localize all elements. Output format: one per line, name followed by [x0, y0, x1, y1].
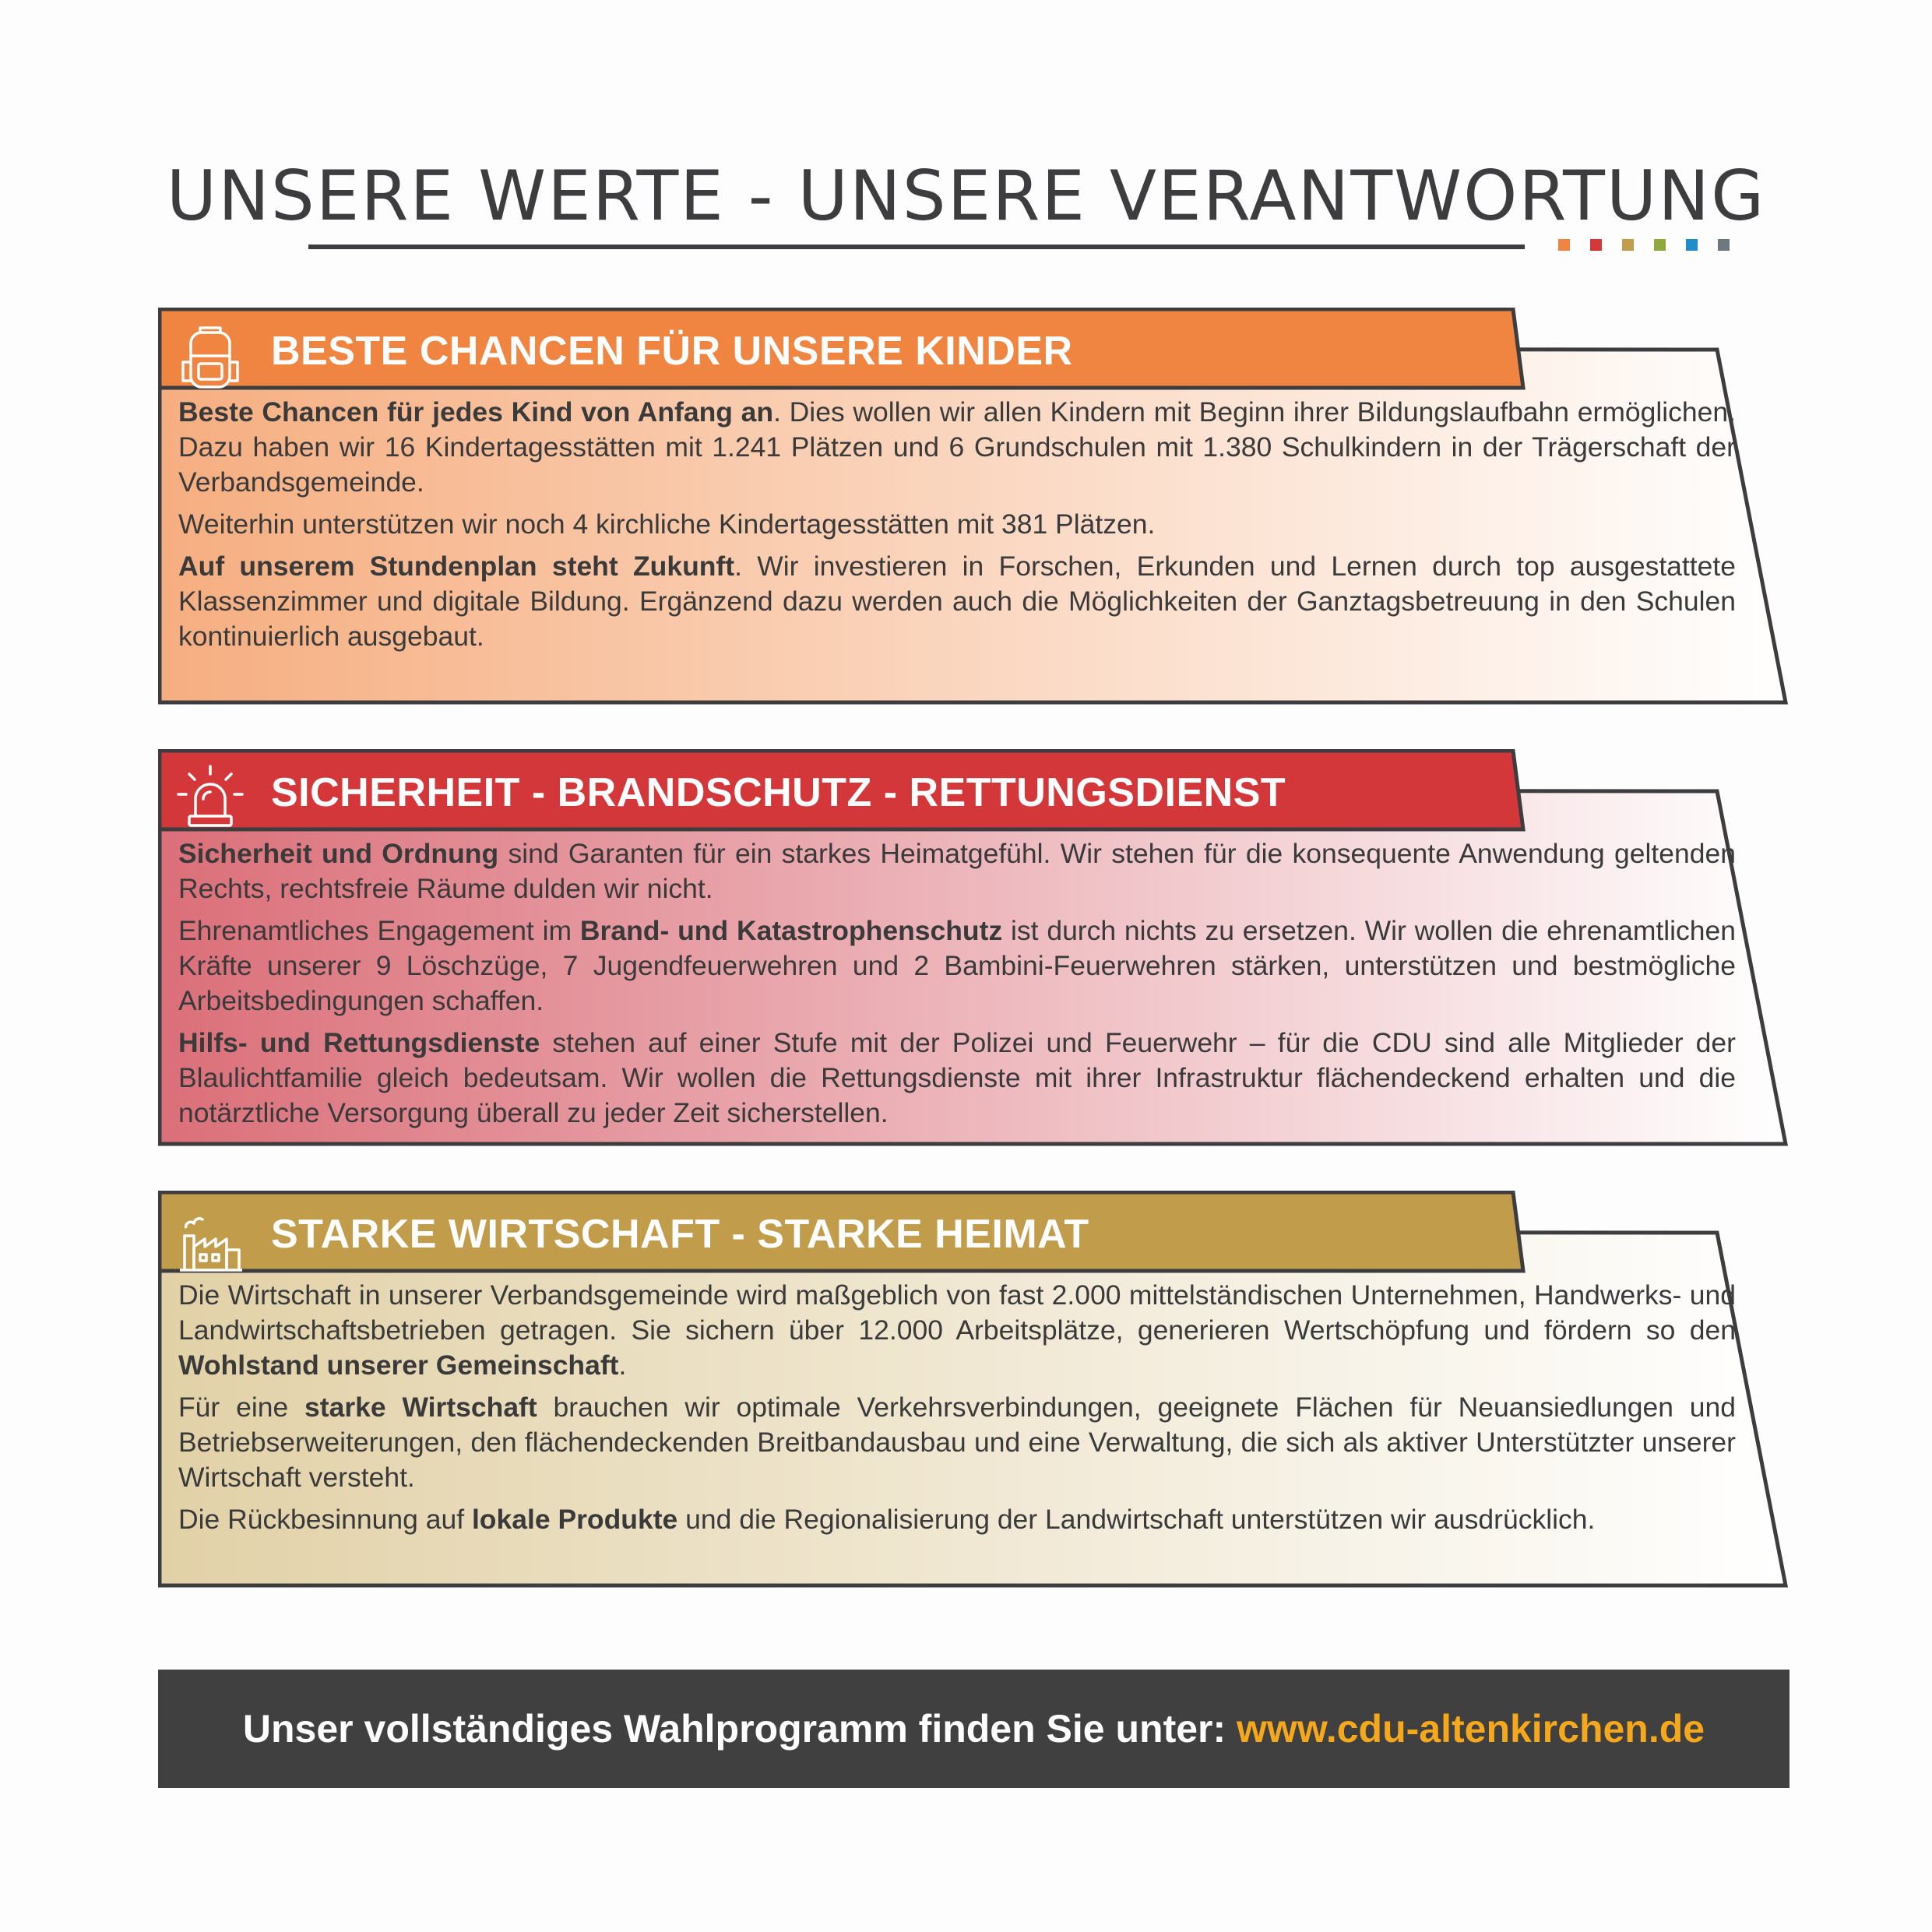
siren-icon [175, 763, 245, 833]
section-heading: BESTE CHANCEN FÜR UNSERE KINDER [271, 329, 1073, 374]
bold-text: Sicherheit und Ordnung [178, 838, 499, 869]
backpack-icon [175, 322, 245, 392]
paragraph [178, 507, 1736, 542]
section-kinder [158, 308, 1789, 705]
title-underline [308, 245, 1525, 249]
bold-text: lokale Produkte [471, 1504, 678, 1535]
color-dot [1590, 239, 1602, 251]
section-body [178, 1278, 1736, 1544]
color-dots [1558, 239, 1730, 251]
color-dot [1686, 239, 1698, 251]
factory-icon [175, 1205, 245, 1275]
paragraph [178, 1390, 1736, 1495]
color-dot [1718, 239, 1730, 251]
footer-banner [158, 1670, 1789, 1788]
color-dot [1622, 239, 1634, 251]
text-run: Die Wirtschaft in unserer Verbandsgemeinde wird maßgeblich von fast 2.000 mittelständischen Unternehmen, Handwerks- und Landwirtschaftsbetrieben getragen. Sie sichern über 12.000 Arbeitsplätze, generieren Wertschöpfung und fördern so den [178, 1279, 1736, 1346]
text-run: Die Rückbesinnung auf [178, 1504, 472, 1535]
footer-label: Unser vollständiges Wahlprogramm finden Sie unter: [242, 1707, 1237, 1751]
section-heading: STARKE WIRTSCHAFT - STARKE HEIMAT [271, 1212, 1089, 1257]
footer-text [243, 1706, 1705, 1751]
section-wirtschaft [158, 1191, 1789, 1588]
text-run: brauchen wir optimale Verkehrsverbindungen, geeignete Flächen für Neuansiedlungen und Betriebserweiterungen, den flächendeckenden Breitbandausbau und eine Verwaltung, die sich als aktiver Unterstützter unserer Wirtschaft versteht. [178, 1392, 1736, 1493]
text-run: . [618, 1350, 627, 1381]
page-title: UNSERE WERTE - UNSERE VERANTWORTUNG [166, 156, 1766, 236]
bold-text: Brand- und Katastrophenschutz [579, 915, 1003, 946]
color-dot [1654, 239, 1666, 251]
bold-text: Hilfs- und Rettungsdienste [178, 1027, 540, 1058]
text-run: stehen auf einer Stufe mit der Polizei und Feuerwehr – für die CDU sind alle Mitglieder der Blaulichtfamilie gleich bedeutsam. Wir wollen die Rettungsdienste mit ihrer Infrastruktur flächendeckend erhalten und die notärztliche Versorgung überall zu jeder Zeit sicherstellen. [178, 1027, 1736, 1128]
section-heading: SICHERHEIT - BRANDSCHUTZ - RETTUNGSDIENST [271, 770, 1286, 815]
text-run: Weiterhin unterstützen wir noch 4 kirchliche Kindertagesstätten mit 381 Plätzen. [178, 509, 1156, 540]
bold-text: starke Wirtschaft [304, 1392, 537, 1423]
section-body [178, 836, 1736, 1138]
paragraph [178, 1278, 1736, 1383]
bold-text: Auf unserem Stundenplan steht Zukunft [178, 551, 735, 582]
paragraph [178, 836, 1736, 906]
text-run: ist durch nichts zu ersetzen. Wir wollen die ehrenamtlichen Kräfte unserer 9 Löschzüge, 7 Jugendfeuerwehren und 2 Bambini-Feuerwehren stärken, unterstützen und bestmögliche Arbeitsbedingungen schaffen. [178, 915, 1737, 1016]
color-dot [1558, 239, 1570, 251]
text-run: Ehrenamtliches Engagement im [178, 915, 580, 946]
paragraph [178, 1502, 1736, 1537]
text-run: . Dies wollen wir allen Kindern mit Beginn ihrer Bildungslaufbahn ermöglichen. Dazu haben wir 16 Kindertagesstätten mit 1.241 Plätzen und 6 Grundschulen mit 1.380 Schulkindern in der Trägerschaft der Verbandsgemeinde. [178, 396, 1736, 498]
paragraph [178, 395, 1736, 500]
paragraph [178, 913, 1736, 1019]
text-run: sind Garanten für ein starkes Heimatgefühl. Wir stehen für die konsequente Anwendung geltenden Rechts, rechtsfreie Räume dulden wir nicht. [178, 838, 1736, 904]
text-run: Für eine [178, 1392, 305, 1423]
text-run: . Wir investieren in Forschen, Erkunden und Lernen durch top ausgestattete Klassenzimmer und digitale Bildung. Ergänzend dazu werden auch die Möglichkeiten der Ganztagsbetreuung in den Schulen kontinuierlich ausgebaut. [178, 551, 1737, 652]
bold-text: Wohlstand unserer Gemeinschaft [178, 1350, 619, 1381]
text-run: und die Regionalisierung der Landwirtschaft unterstützen wir ausdrücklich. [677, 1504, 1596, 1535]
paragraph [178, 549, 1736, 654]
website-link[interactable]: www.cdu-altenkirchen.de [1237, 1707, 1705, 1751]
section-body [178, 395, 1736, 661]
bold-text: Beste Chancen für jedes Kind von Anfang an [178, 396, 774, 428]
section-sicherheit [158, 749, 1789, 1146]
paragraph [178, 1026, 1736, 1131]
